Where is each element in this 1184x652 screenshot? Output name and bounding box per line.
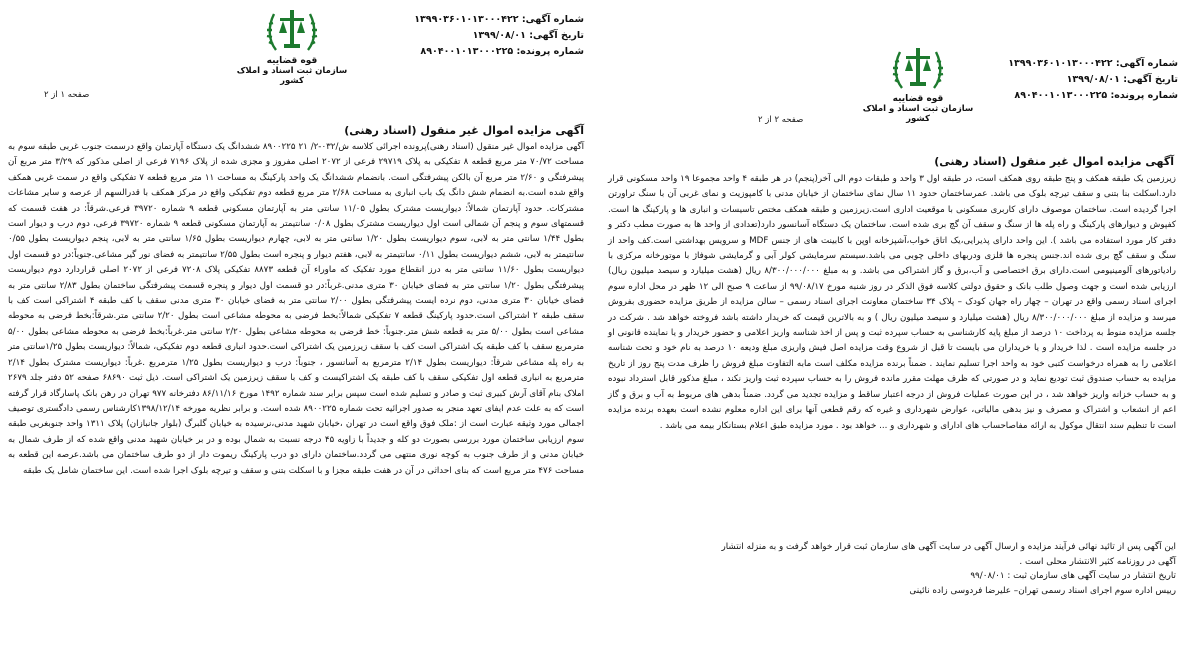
file-number: شماره پرونده: ۸۹۰۴۰۰۱۰۱۳۰۰۰۲۲۵ [420, 46, 584, 57]
judiciary-emblem [858, 42, 978, 124]
org-name-registration: سازمان ثبت اسناد و املاک کشور [236, 66, 348, 86]
signatory: رییس اداره سوم اجرای اسناد رسمی تهران– علیرضا فردوسی زاده نائینی [909, 585, 1176, 596]
body-text: زیرزمین یک طبقه همکف و پنج طبقه روی همکف است، در طبقه اول ۳ واحد و طبقات دوم الی آخر(پنجم) در هر طبقه ۴ واحد مجموعا ۱۹ واحد مسکونی قرار دارد.اسکلت بنا بتنی و سقف تیرچه بلوک می باشد. عمرساختمان حدود ۱۱ سال نمای ساختمان از خیابان مدنی با کامپوزیت و نمای غربی آن با سنگ تراورتن اجرا گردیده است. ساختمان موصوف دارای کاربری مسکونی با موقعیت اداری است.زیرزمین و طبقه همکف مختص تاسیسات و انباری ها و پارکینگ ها است. کفپوش و دیوارهای پارکینگ و راه پله ها از سنگ و سقف آن گچ بری شده است. ساختمان یک دستگاه آسانسور دارد(تعدادی از واحد ها به صورت مطب دکتر و دفتر کار مورد استفاده می باشد ). این واحد دارای پذیرایی،یک اتاق خواب،آشپزخانه اوپن با کابینت های از جنس MDF و سرویس بهداشتی است.کف واحد از سنگ و سقف گچ بری شده اند.جنس پنجره ها فلزی ودربهای داخلی چوبی می باشد.سیستم سرمایشی کولر آبی و گرمایشی شوفاژ با موتورخانه مرکزی با رادیاتورهای آلومینیومی است.دارای برق اختصاصی و آب،برق و گاز اشتراکی می باشد. و به مبلغ ۸/۳۰۰/۰۰۰/۰۰۰ ریال (هشت میلیارد و سیصد میلیون ریال) ارزیابی شده است و جهت وصول طلب بانک و حقوق دولتی کلاسه فوق الذکر در روز شنبه مورخ ۹۹/۰۸/۱۷ از ساعت ۹ صبح الی ۱۲ ظهر در محل اداره سوم اجرای اسناد رسمی واقع در تهران – چهار راه جهان کودک – پلاک ۳۴ ساختمان معاونت اجرای اسناد رسمی – سالن مزایده از طریق مزایده حضوری بفروش میرسد و مزایده از مبلغ ۸/۳۰۰/۰۰۰/۰۰۰ ریال (هشت میلیارد و سیصد میلیون ریال ) و به بالاترین قیمت که خریدار داشته باشد فروخته خواهد شد . شرکت در جلسه مزایده منوط به پرداخت ۱۰ درصد از مبلغ پایه کارشناسی به حساب سپرده ثبت و پس از اخذ شناسه واریز اعلامی و حضور خریدار و یا نماینده قانونی او در جلسه مزایده است . لذا خریدار و یا خریداران می بایست تا قبل از شروع وقت مزایده اصل فیش واریزی مبلغ ودیعه ۱۰ درصد به نام خود و تحت شناسه اعلامی را به همراه درخواست کتبی خود به واحد اجرا تسلیم نمایند . ضمناً برنده مزایده مکلف است مابه التفاوت مبلغ فروش را ظرف مدت پنج روز از تاریخ مزایده به حساب صندوق ثبت تودیع نماید و در صورتی که ظرف مهلت مقرر مانده فروش را به حساب سپرده ثبت واریز نکند ، مبلغ مذکور قابل استرداد نبوده و به حساب خزانه واریز خواهد شد ، در این صورت عملیات فروش از درجه اعتبار ساقط و مزایده تجدید می گردد. ضمناً بدهی های مربوط به آب و برق و گاز اعم از انشعاب و اشتراک و مصرف و نیز بدهی مالیاتی، عوارض شهرداری و غیره که رقم قطعی آنها برای این اداره معلوم نشده است بعهده برنده مزایده است تا تنظیم سند انتقال موکول به ارائه مفاصاحساب های ادارای و شهرداری و ... خواهد بود . مورد مزایده طبق اعلام بستانکار بیمه می باشد . [608, 174, 1177, 431]
page-header [0, 0, 592, 110]
body-text: آگهی مزایده اموال غیر منقول (اسناد رهنی)پرونده اجرائی کلاسه ش/۰۳۲-۲/ ۲۱ ۸۹۰۰۲۲۵ ششدانگ یک دستگاه آپارتمان واقع درسمت جنوب غربی طبقه سوم به مساحت ۷۰/۷۲ متر مربع قطعه ۸ تفکیکی به پلاک ۲۹۷۱۹ فرعی از ۲۰۷۲ اصلی مفروز و مجزی شده از پلاک ۷۱۹۶ فرعی از اصلی مذکور که ۳/۲۹ متر مربع آن پیشرفتگی و ۲/۶۰ متر مربع آن بالکن پیشرفتگی است. بانضمام ششدانگ یک واحد پارکینگ به مساحت ۱۱ متر مربع قطعه ۷ تفکیکی واقع در سمت غربی همکف واقع شده است.به انضمام شش دانگ یک باب انباری به مساحت ۲/۶۸ متر مربع قطعه دوم تفکیکی واقع در مرکز همکف با قدرالسهم از عرصه و سایر مشاعات مشترکات. حدود آپارتمان شمالاً: دیواریست مشترک بطول ۱۱/۰۵ سانتی متر به آپارتمان مسکونی قطعه ۹ شماره ۳۹۷۲۰ فرعی.شرقاً: در هفت قسمت که قسمتهای سوم و پنجم آن شمالی است اول دیواریست مشترک بطول ۰/۰۸ سانتیمتر به آپارتمان مسکونی قطعه ۹ شماره ۳۹۷۲۰ فرعی، دوم درب و دیوار است بطول ۱/۴۴ سانتی متر به لابی، سوم دیواریست بطول ۱/۲۰ سانتی متر به لابی، چهارم دیواریست بطول ۱/۶۵ سانتی متر به لابی، پنجم دیواریست بطول ۰/۵۵ سانتیمتر به لابی، ششم دیواریست بطول ۰/۱۱ سانتیمتر به لابی، هفتم دیوار و پنجره است بطول ۲/۵۵ سانتیمتر به فضای نور گیر مشاعی.جنوباً:در دو قسمت اول دیواریست بطول ۱۱/۶۰ سانتی متر به درز انقطاع مورد تفکیک که ماوراء آن قطعه ۸۸۷۳ تفکیکی پلاک ۷۲۰۸ فرعی از ۲۰۷۲ اصلی قراردارد دوم دیواریست پیشرفتگی بطول ۱/۲۰ سانتی متر به فضای خیابان ۳۰ متری مدنی.غرباً:در دو قسمت اول دیوار و پنجره قسمت پیشرفتگی ساختمان بطول ۲/۸۳ سانتی متر به فضای خیابان ۳۰ متری مدنی، دوم نرده ایست پیشرفتگی بطول ۲/۰۰ سانتی متر به فضای خیابان ۳۰ متری مدنی سقف با کف طبقه ۴ اشتراکی است کف با سقف طبقه ۲ اشتراکی است.حدود پارکینگ قطعه ۷ تفکیکی شمالاً:بخط فرضی به محوطه مشاعی است بطول ۲/۲۰ سانتی متر.شرقاً:بخط فرضی به محوطه مشاعی است بطول ۵/۰۰ متر به قطعه شش متر.جنوباً: خط فرضی به محوطه مشاعی بطول ۲/۲۰ سانتی متر.غرباً:بخط فرضی به محوطه مشاعی بطول ۵/۰۰ مترمربع سقف با کف طبقه یک اشتراکی است کف با سقف زیرزمین یک اشتراکی است.حدود انباری قطعه دوم تفکیکی، شمالاً: دیواریست بطول ۱/۲۵سانتی متر به راه پله مشاعی شرقاً: دیواریست بطول ۲/۱۴ مترمربع به آسانسور ، جنوباً: درب و دیواریست بطول ۱/۲۵ مترمربع .غرباً: دیواریست مشترک بطول ۲/۱۴ مترمربع به انباری قطعه اول تفکیکی سقف با کف طبقه یک اشتراکیست و کف با سقف زیرزمین یک اشتراکی است. ذیل ثبت ۶۸۶۹۰ صفحه ۵۲ دفتر جلد ۲۶۷۹ املاک بنام آقای آرش کبیری ثبت و صادر و تسلیم شده است سپس برابر سند شماره ۱۴۹۲ مورخ ۸۶/۱۱/۱۶ دفترخانه ۹۷۷ تهران در رهن بانک پاسارگاد قرار گرفته است که به علت عدم ایفای تعهد منجر به صدور اجرائیه تحت شماره ۸۹۰۰۲۲۵ شده است. و برابر نظریه مورخه ۱۳۹۸/۱۲/۱۴کارشناس رسمی دادگستری توصیف اجمالی مورد وثیقه عبارت است از :ملک فوق واقع است در تهران ،خیابان شهید مدنی،نرسیده به خیابان گلبرگ (بلوار جانبازان) پلاک ۱۳۱۱ واحد جنوبغربی طبقه سوم ارزیابی ساختمان مورد بررسی بصورت دو کله و جدیداً با زاویه ۴۵ درجه نسبت به شمال بوده و در بر خیابان شهید مدنی واقع شده که از طرف شمال به خیابان مدنی و از طرف جنوب به کوچه نوری منتهی می گردد.ساختمان دارای دو درب پارکینگ ریموت دار از دو طرف ساختمان می باشد.عرصه این قطعه به مساحت ۴۷۶ متر مربع است که بنای احداثی در آن در هفت طبقه مجزا و با اسکلت بتنی و سقف و تیرچه بلوک اجرا شده است. این ساختمان شامل یک طبقه [8, 142, 585, 476]
page-number: صفحه ۱ از ۲ [44, 90, 90, 100]
org-name-judiciary: قوه قضاییه [892, 94, 944, 104]
org-name-registration: سازمان ثبت اسناد و املاک کشور [862, 104, 974, 124]
notice-date: تاریخ آگهی: ۱۳۹۹/۰۸/۰۱ [472, 30, 584, 41]
judiciary-emblem [232, 4, 352, 86]
scales-emblem-icon [888, 42, 948, 92]
notice-page-2 [600, 0, 1184, 652]
notice-meta [1008, 56, 1178, 104]
notice-date: تاریخ آگهی: ۱۳۹۹/۰۸/۰۱ [1066, 74, 1178, 85]
notice-closing [600, 540, 1184, 598]
notice-title: آگهی مزایده اموال غیر منقول (اسناد رهنی) [344, 124, 584, 137]
scales-emblem-icon [262, 4, 322, 54]
file-number: شماره پرونده: ۸۹۰۴۰۰۱۰۱۳۰۰۰۲۲۵ [1014, 90, 1178, 101]
notice-body [600, 172, 1184, 434]
page-header [600, 0, 1184, 125]
publication-date: تاریخ انتشار در سایت آگهی های سازمان ثبت : ۹۹/۰۸/۰۱ [970, 571, 1176, 581]
notice-body [0, 140, 592, 479]
notice-number: شماره آگهی: ۱۳۹۹۰۳۶۰۱۰۱۳۰۰۰۴۲۲ [414, 14, 584, 25]
closing-line-publication: این آگهی پس از تائید نهائی فرآیند مزایده و ارسال آگهی در سایت آگهی های سازمان ثبت قرار خواهد گرفت و به منزله انتشار [721, 542, 1176, 552]
notice-title: آگهی مزایده اموال غیر منقول (اسناد رهنی) [934, 155, 1174, 168]
closing-line-publication-cont: آگهی در روزنامه کثیر الانتشار محلی است . [1019, 556, 1176, 567]
notice-number: شماره آگهی: ۱۳۹۹۰۳۶۰۱۰۱۳۰۰۰۴۲۲ [1008, 58, 1178, 69]
notice-meta [414, 12, 584, 60]
page-number: صفحه ۲ از ۲ [758, 115, 804, 125]
org-name-judiciary: قوه قضاییه [266, 56, 318, 66]
